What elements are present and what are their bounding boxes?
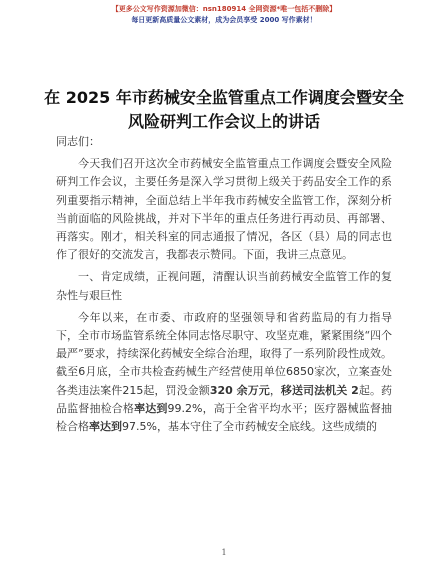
- text-run-bold: 率达到: [89, 420, 122, 434]
- text-run: 月底，全市共检查药械生产经营使用单位: [85, 365, 287, 379]
- text-run-bold: 率达到: [134, 401, 168, 415]
- promo-banner: [0, 4, 448, 26]
- text-run: ，基本守住了全市药械安全底线。这些成绩的: [156, 420, 377, 434]
- text-run: 6850: [286, 365, 315, 379]
- text-run: 6: [78, 365, 86, 379]
- document-body: [56, 133, 392, 436]
- banner-line-2: 每日更新高质量公文素材，成为会员享受 2000 写作素材！: [131, 16, 317, 24]
- section-heading-1: 一、肯定成绩，正视问题，清醒认识当前药械安全监管工作的复杂性与艰巨性: [56, 270, 392, 302]
- text-run: 起，罚没金额: [143, 383, 210, 397]
- text-run: 99.2%: [167, 401, 203, 415]
- text-run: 215: [122, 383, 144, 397]
- text-run: 今年以来，在市委、市政府的坚强领导和省药监局的有力指导下，全市市场监管系统全体同志恪尽职守、攻坚克难，紧紧围绕“四个最严”要求，持续深化药械安全综合治理，取得了一系列阶段性成效。截至: [56, 310, 392, 379]
- text-run: 家次，立案查处各类违法案件: [56, 365, 393, 397]
- salutation: 同志们：: [56, 135, 100, 148]
- banner-line-1: 【更多公文写作资源加微信：nsn180914 全网资源*唯一包括不删除】: [111, 5, 337, 13]
- paragraph-intro: 今天我们召开这次全市药械安全监管重点工作调度会暨安全风险研判工作会议，主要任务是深入学习贯彻上级关于药品安全工作的系列重要指示精神，全面总结上半年我市药械安全监管工作，深刻分析当前面临的风险挑战，并对下半年的重点任务进行再动员、再部署、再落实。刚才，相关科室的同志通报了情况，各区（县）局的同志也作了很好的交流发言，我都表示赞同。下面，我讲三点意见。: [56, 157, 392, 262]
- text-run: ，: [269, 383, 281, 397]
- page-number: 1: [221, 548, 227, 557]
- paragraph-achievements: [56, 309, 392, 436]
- document-title: 在 2025 年市药械安全监管重点工作调度会暨安全风险研判工作会议上的讲话: [44, 88, 404, 131]
- text-run: 起。药品监督抽检合格: [56, 383, 393, 415]
- text-run: 97.5%: [122, 420, 157, 434]
- text-run: ，高于全省平均水平；医疗器械监督抽检合格: [56, 401, 393, 434]
- text-run-bold: 移送司法机关 2: [280, 383, 359, 397]
- text-run-bold: 320 余万元: [209, 383, 270, 397]
